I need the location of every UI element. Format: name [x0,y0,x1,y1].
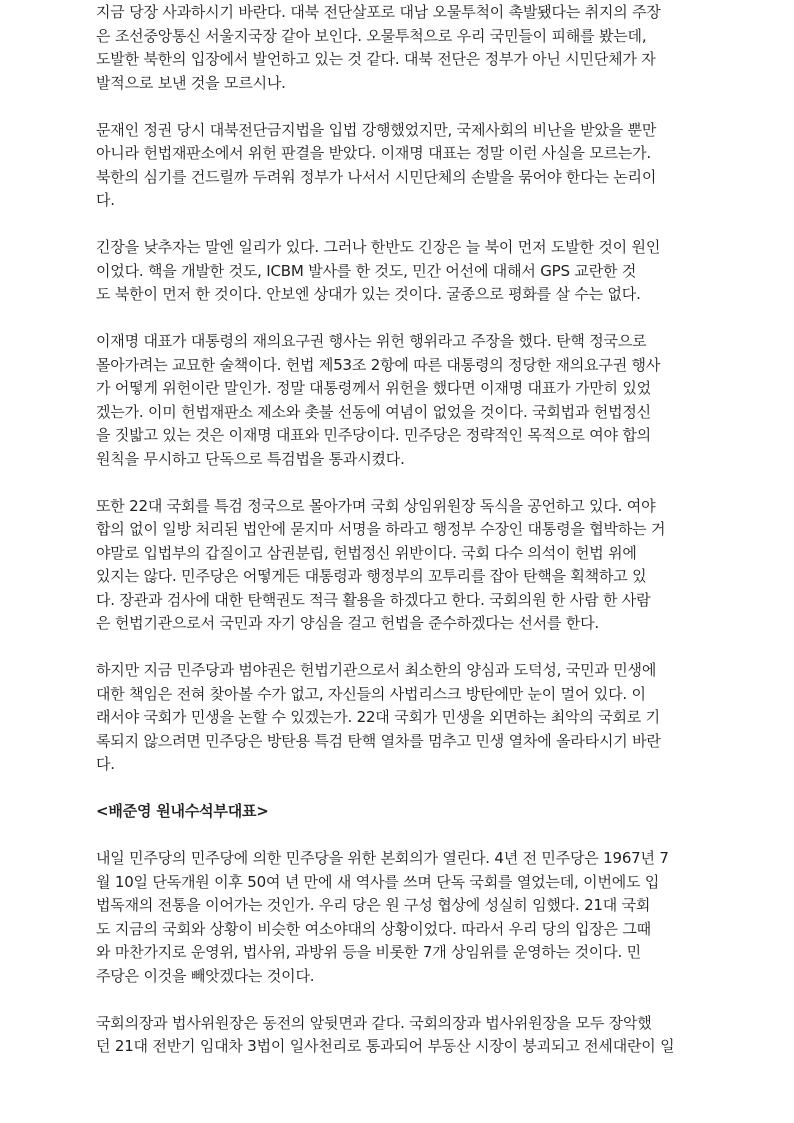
text-line: 법독재의 전통을 이어가는 것인가. 우리 당은 원 구성 협상에 성실히 임했다. 21대 국회 [96,896,651,914]
text-line: 도 북한이 먼저 한 것이다. 안보엔 상대가 있는 것이다. 굴종으로 평화를 살 수는 없다. [96,285,641,303]
text-line: 주당은 이것을 빼앗겠다는 것이다. [96,966,315,985]
paragraph-1 [96,1,698,95]
text-line: 이재명 대표가 대통령의 재의요구권 행사는 위헌 행위라고 주장을 했다. 탄핵 정국으로 [96,332,647,350]
text-line: 내일 민주당의 민주당에 의한 민주당을 위한 본회의가 열린다. 4년 전 민주당은 1967년 7 [96,849,669,867]
text-line: 은 헌법기관으로서 국민과 자기 양심을 걸고 헌법을 준수하겠다는 선서를 한다. [96,614,599,632]
text-line: 도발한 북한의 입장에서 발언하고 있는 것 같다. 대북 전단은 정부가 아닌 시민단체가 자 [96,50,656,68]
text-line: 가 어떻게 위헌이란 말인가. 정말 대통령께서 위헌을 했다면 이재명 대표가 가만히 있었 [96,379,651,397]
paragraph-5 [96,495,698,636]
text-line: 은 조선중앙통신 서울지국장 같아 보인다. 오물투척으로 우리 국민들이 피해를 봤는데, [96,26,647,45]
text-line: 록되지 않으려면 민주당은 방탄용 특검 탄핵 열차를 멈추고 민생 열차에 올라타시기 바란 [96,731,661,750]
text-line: 몰아가려는 교묘한 술책이다. 헌법 제53조 2항에 따른 대통령의 정당한 재의요구권 행사 [96,355,661,374]
text-line: 아니라 헌법재판소에서 위헌 판결을 받았다. 이재명 대표는 정말 이런 사실을 모르는가. [96,144,651,162]
paragraph-2 [96,119,698,213]
text-line: 지금 당장 사과하시기 바란다. 대북 전단살포로 대남 오물투척이 촉발됐다는 취지의 주장 [96,3,661,21]
text-line: 합의 없이 일방 처리된 법안에 묻지마 서명을 하라고 행정부 수장인 대통령을 협박하는 거 [96,520,666,538]
speaker-heading-text: <배준영 원내수석부대표> [96,802,269,820]
text-line: 도 지금의 국회와 상황이 비슷한 여소야대의 상황이었다. 따라서 우리 당의 입장은 그때 [96,919,651,938]
paragraph-3 [96,236,698,307]
text-line: 와 마찬가지로 운영위, 법사위, 과방위 등을 비롯한 7개 상임위를 운영하는 것이다. 민 [96,943,641,961]
text-line: 월 10일 단독개원 이후 50여 년 만에 새 역사를 쓰며 단독 국회를 열었는데, 이번에도 입 [96,872,660,891]
text-line: 다. 장관과 검사에 대한 탄핵권도 적극 활용을 하겠다고 한다. 국회의원 한 사람 한 사람 [96,590,651,609]
speaker-heading [96,800,698,824]
text-line: 던 21대 전반기 임대차 3법이 일사천리로 통과되어 부동산 시장이 붕괴되고 전세대란이 일 [96,1037,675,1055]
text-line: 을 짓밟고 있는 것은 이재명 대표와 민주당이다. 민주당은 정략적인 목적으로 여야 합의 [96,426,651,444]
text-line: 발적으로 보낸 것을 모르시나. [96,73,286,92]
text-line: 래서야 국회가 민생을 논할 수 있겠는가. 22대 국회가 민생을 외면하는 최악의 국회로 기 [96,708,660,726]
text-line: 겠는가. 이미 헌법재판소 제소와 촛불 선동에 여념이 없었을 것이다. 국회법과 헌법정신 [96,402,651,421]
text-line: 또한 22대 국회를 특검 정국으로 몰아가며 국회 상임위원장 독식을 공언하고 있다. 여야 [96,496,656,515]
text-line: 원칙을 무시하고 단독으로 특검법을 통과시켰다. [96,449,405,468]
text-line: 있지는 않다. 민주당은 어떻게든 대통령과 행정부의 꼬투리를 잡아 탄핵을 획책하고 있 [96,567,647,585]
text-line: 다. [96,755,115,773]
text-line: 다. [96,191,115,209]
text-line: 국회의장과 법사위원장은 동전의 앞뒷면과 같다. 국회의장과 법사위원장을 모두 장악했 [96,1013,652,1032]
text-line: 북한의 심기를 건드릴까 두려워 정부가 나서서 시민단체의 손발을 묶어야 한다는 논리이 [96,167,657,186]
paragraph-6 [96,659,698,777]
text-line: 하지만 지금 민주당과 범야권은 헌법기관으로서 최소한의 양심과 도덕성, 국민과 민생에 [96,661,657,679]
paragraph-4 [96,330,698,471]
text-line: 야말로 입법부의 갑질이고 삼권분립, 헌법정신 위반이다. 국회 다수 의석이 헌법 위에 [96,543,637,562]
text-line: 문재인 정권 당시 대북전단금지법을 입법 강행했었지만, 국제사회의 비난을 받았을 뿐만 [96,120,657,139]
paragraph-8 [96,1012,698,1059]
paragraph-7 [96,847,698,988]
text-line: 대한 책임은 전혀 찾아볼 수가 없고, 자신들의 사법리스크 방탄에만 눈이 멀어 있다. 이 [96,684,646,703]
text-line: 이었다. 핵을 개발한 것도, ICBM 발사를 한 것도, 민간 어선에 대해서 GPS 교란한 것 [96,261,637,280]
text-line: 긴장을 낮추자는 말엔 일리가 있다. 그러나 한반도 긴장은 늘 북이 먼저 도발한 것이 원인 [96,238,661,256]
document-body [96,0,698,1082]
